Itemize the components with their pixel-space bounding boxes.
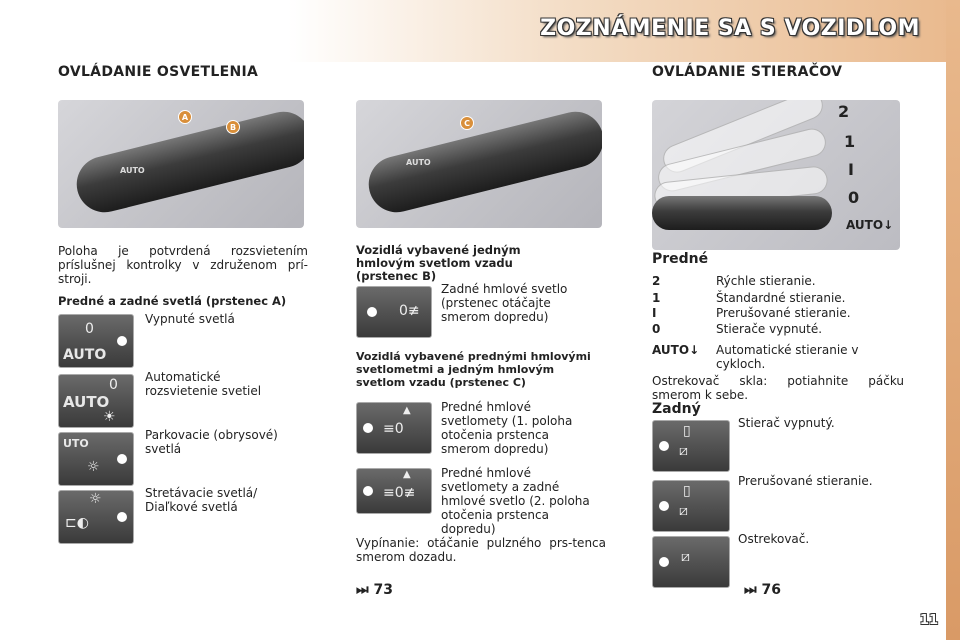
side-band [946, 0, 960, 640]
ref-number: 76 [761, 582, 781, 598]
row-text: Prerušované stieranie. [716, 306, 851, 320]
row-text: Automatické stieranie v cykloch. [716, 343, 859, 371]
row-key: I [652, 306, 657, 320]
pos-2: 2 [838, 102, 850, 121]
front-rear-fog-heading: Vozidlá vybavené prednými hmlovými svetlometmi a jedným hmlovým svetlom vzadu (prstenec C) [356, 350, 591, 389]
washer-text: Ostrekovač skla: potiahnite páčku smerom k sebe. [652, 374, 904, 402]
lighting-stalk-photo-c [356, 100, 602, 228]
item-headlights: Stretávacie svetlá/ Diaľkové svetlá [145, 486, 258, 514]
pos-0: 0 [848, 188, 860, 207]
wipers-section-title: OVLÁDANIE STIERAČOV [652, 64, 843, 80]
row-key: 0 [652, 322, 661, 336]
arrow-icon: ⏭ [356, 582, 369, 598]
row-text: Rýchle stieranie. [716, 274, 816, 288]
badge-a: A [178, 110, 192, 124]
badge-b: B [226, 120, 240, 134]
lighting-intro: Poloha je potvrdená rozsvietením príslušnej kontrolky v združenom prí-stroji. [58, 244, 308, 286]
page-number: 11 [919, 613, 938, 628]
rear-wiper-intermittent-icon: ▯ ⧄ [652, 480, 730, 532]
rear-item-off: Stierač vypnutý. [738, 416, 835, 430]
rear-item-intermittent: Prerušované stieranie. [738, 474, 873, 488]
front-rear-fog-icon: ▲ ≡0≢ [356, 468, 432, 514]
stalk-auto-label: AUTO [406, 158, 431, 167]
stalk-auto-label: AUTO [120, 166, 145, 175]
lighting-section-title: OVLÁDANIE OSVETLENIA [58, 64, 259, 80]
front-heading: Predné [652, 251, 709, 267]
front-fog-icon: ▲ ≡0 [356, 402, 432, 454]
lighting-stalk-photo-ab [58, 100, 304, 228]
row-text: Stierače vypnuté. [716, 322, 823, 336]
lights-off-icon: 0 AUTO [58, 314, 134, 368]
page-ref-wipers[interactable] [744, 582, 781, 598]
wiper-stalk-photo [652, 100, 900, 250]
stalk-shape [652, 196, 832, 230]
item-lights-off: Vypnuté svetlá [145, 312, 235, 326]
item-parking-lights: Parkovacie (obrysové) svetlá [145, 428, 278, 456]
parking-lights-icon: UTO ☼ [58, 432, 134, 486]
item-auto-lights: Automatické rozsvietenie svetiel [145, 370, 262, 398]
off-text: Vypínanie: otáčanie pulzného prs-tenca smerom dozadu. [356, 536, 606, 564]
stalk-shape [363, 106, 602, 218]
row-key: 1 [652, 291, 661, 305]
pos-i: I [848, 160, 854, 179]
pos-1: 1 [844, 132, 856, 151]
pos-auto: AUTO↓ [846, 218, 894, 232]
page-title: ZOZNÁMENIE SA S VOZIDLOM [540, 16, 920, 41]
row-key: 2 [652, 274, 661, 288]
row-key: AUTO↓ [652, 343, 700, 357]
rear-fog-heading: Vozidlá vybavené jedným hmlovým svetlom vzadu (prstenec B) [356, 243, 521, 283]
arrow-icon: ⏭ [744, 582, 757, 598]
auto-lights-icon: 0 AUTO ☀ [58, 374, 134, 428]
ring-a-heading: Predné a zadné svetlá (prstenec A) [58, 294, 287, 308]
front-fog-text: Predné hmlové svetlomety (1. poloha otočenia prstenca smerom dopredu) [441, 400, 573, 456]
rear-fog-icon: 0≢ [356, 286, 432, 338]
row-text: Štandardné stieranie. [716, 291, 846, 305]
rear-item-washer: Ostrekovač. [738, 532, 810, 546]
page-ref-lighting[interactable] [356, 582, 393, 598]
rear-fog-text: Zadné hmlové svetlo (prstenec otáčajte smerom dopredu) [441, 282, 568, 324]
rear-heading: Zadný [652, 401, 701, 417]
headlights-icon: ☼ ⊏◐ [58, 490, 134, 544]
ref-number: 73 [373, 582, 393, 598]
front-rear-fog-text: Predné hmlové svetlomety a zadné hmlové svetlo (2. poloha otočenia prstenca dopredu) [441, 466, 590, 536]
rear-wiper-off-icon: ▯ ⧄ [652, 420, 730, 472]
rear-washer-icon: ⧄ [652, 536, 730, 588]
badge-c: C [460, 116, 474, 130]
